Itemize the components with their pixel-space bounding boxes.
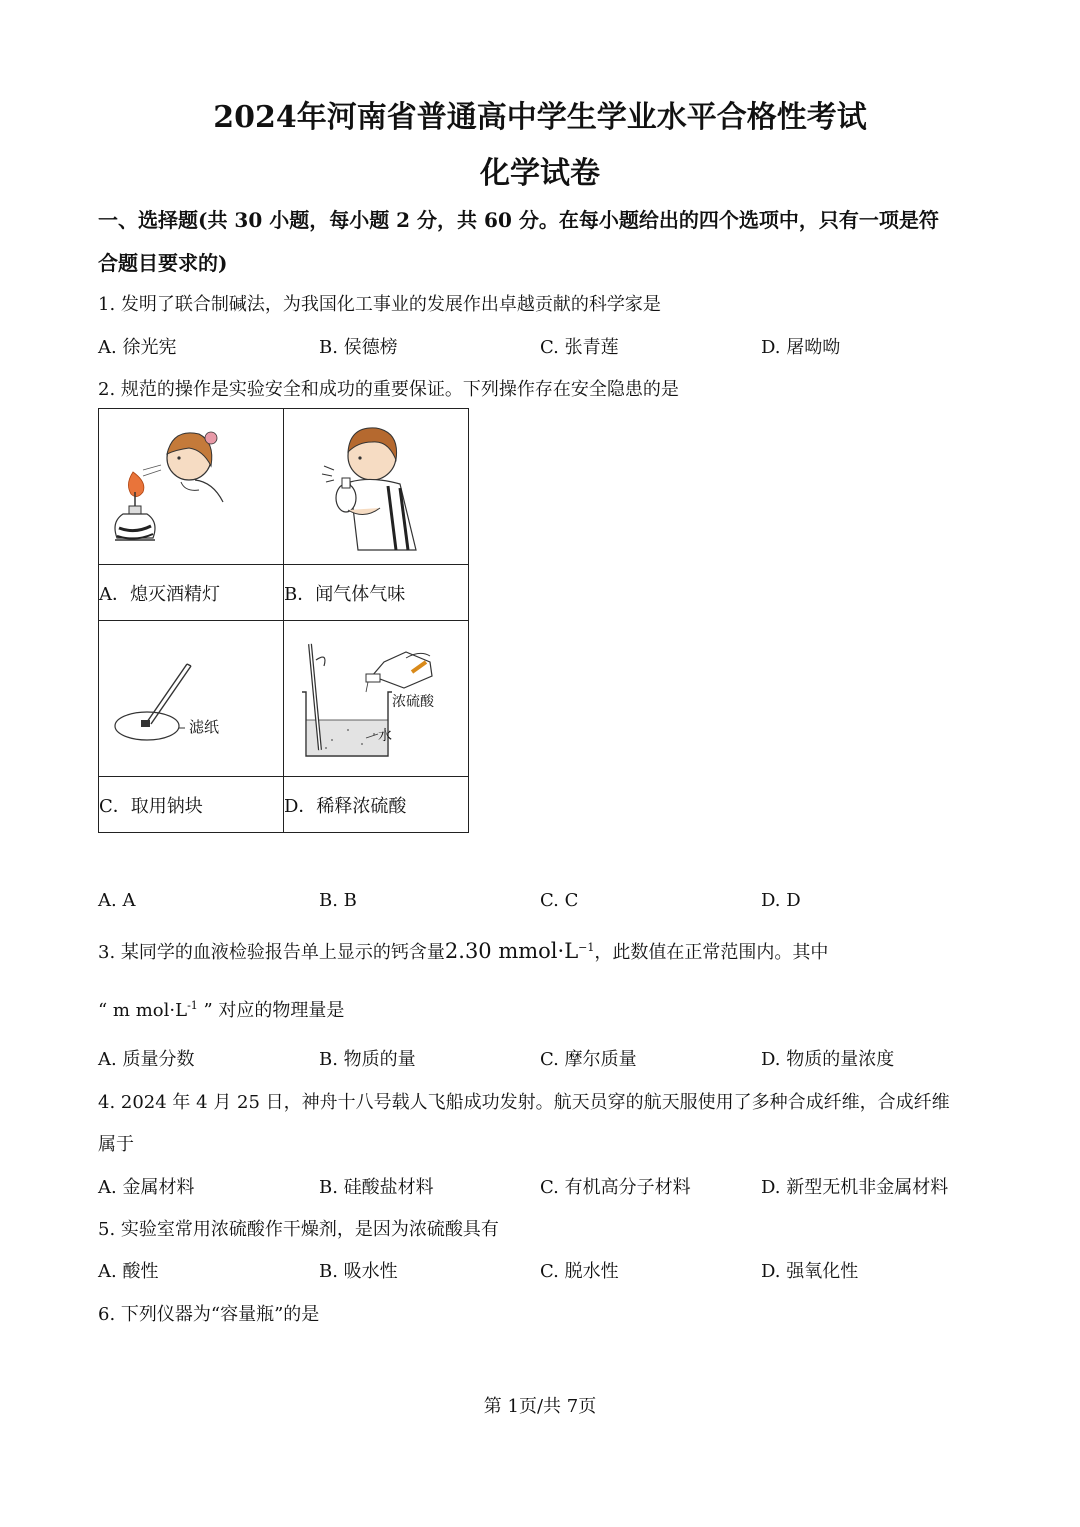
question-4-stem-line2: 属于: [98, 1134, 134, 1155]
question-2-option-d: D. D: [761, 890, 801, 911]
question-5-stem: 5. 实验室常用浓硫酸作干燥剂，是因为浓硫酸具有: [98, 1219, 499, 1240]
question-5-option-a: A. 酸性: [98, 1261, 159, 1282]
question-2-stem: 2. 规范的操作是实验安全和成功的重要保证。下列操作存在安全隐患的是: [98, 379, 679, 400]
smell-gas-illustration: [288, 410, 464, 560]
dilute-acid-illustration: [288, 622, 464, 772]
question-1-option-d: D. 屠呦呦: [761, 337, 841, 358]
question-3-stem-start: 3. 某同学的血液检验报告单上显示的钙含量: [98, 942, 445, 963]
question-1-option-c: C. 张青莲: [540, 337, 619, 358]
question-5-option-d: D. 强氧化性: [761, 1261, 859, 1282]
figure-d-cell: [284, 621, 469, 777]
question-1-option-a: A. 徐光宪: [98, 337, 177, 358]
figure-c-cell: [99, 621, 284, 777]
question-4-option-a: A. 金属材料: [98, 1177, 195, 1198]
question-3-option-b: B. 物质的量: [319, 1049, 416, 1070]
question-2-option-c: C. C: [540, 890, 579, 911]
page-number: 第 1页/共 7页: [483, 1396, 597, 1417]
question-5-option-c: C. 脱水性: [540, 1261, 619, 1282]
section-heading-line1: 一、选择题(共 30 小题，每小题 2 分，共 60 分。在每小题给出的四个选项中，只有一项是符: [98, 208, 939, 232]
question-1-option-b: B. 侯德榜: [319, 337, 398, 358]
question-3-stem: [98, 938, 828, 964]
exam-title: 2024年河南省普通高中学生学业水平合格性考试: [213, 100, 867, 135]
question-1-stem: 1. 发明了联合制碱法，为我国化工事业的发展作出卓越贡献的科学家是: [98, 294, 661, 315]
section-heading-line2: 合题目要求的): [98, 251, 228, 275]
question-4-option-d: D. 新型无机非金属材料: [761, 1177, 949, 1198]
question-2-figure-table: [98, 408, 469, 833]
exam-subtitle: 化学试卷: [480, 156, 600, 191]
question-4-option-b: B. 硅酸盐材料: [319, 1177, 434, 1198]
question-5-option-b: B. 吸水性: [319, 1261, 398, 1282]
question-4-option-c: C. 有机高分子材料: [540, 1177, 691, 1198]
question-2-option-b: B. B: [319, 890, 357, 911]
question-2-option-a: A. A: [98, 890, 136, 911]
question-6-stem: 6. 下列仪器为“容量瓶”的是: [98, 1304, 320, 1325]
calcium-unit-exponent: −1: [578, 941, 595, 954]
question-3-line2: [98, 996, 344, 1022]
unit-quote-start: “ m mol·L: [98, 1000, 188, 1021]
question-4-stem: 4. 2024 年 4 月 25 日，神舟十八号载人飞船成功发射。航天员穿的航天服使用了多种合成纤维，合成纤维: [98, 1092, 950, 1113]
figure-c-caption: C．取用钠块: [99, 777, 284, 833]
figure-d-caption: D．稀释浓硫酸: [284, 777, 469, 833]
figure-b-caption: B．闻气体气味: [284, 565, 469, 621]
question-3-option-d: D. 物质的量浓度: [761, 1049, 895, 1070]
question-3-option-a: A. 质量分数: [98, 1049, 195, 1070]
unit-quote-end: ” 对应的物理量是: [197, 1000, 345, 1021]
question-3-stem-end: ，此数值在正常范围内。其中: [594, 942, 829, 963]
sodium-tweezers-illustration: [103, 622, 279, 772]
water-label: 水: [378, 727, 392, 744]
figure-a-cell: [99, 409, 284, 565]
filter-paper-label: 滤纸: [189, 717, 220, 736]
question-3-option-c: C. 摩尔质量: [540, 1049, 637, 1070]
alcohol-lamp-illustration: [103, 410, 279, 560]
unit-quote-exponent: -1: [187, 999, 198, 1012]
calcium-value: 2.30 mmol·L: [444, 939, 579, 963]
figure-b-cell: [284, 409, 469, 565]
figure-a-caption: A．熄灭酒精灯: [99, 565, 284, 621]
concentrated-acid-label: 浓硫酸: [392, 693, 434, 710]
